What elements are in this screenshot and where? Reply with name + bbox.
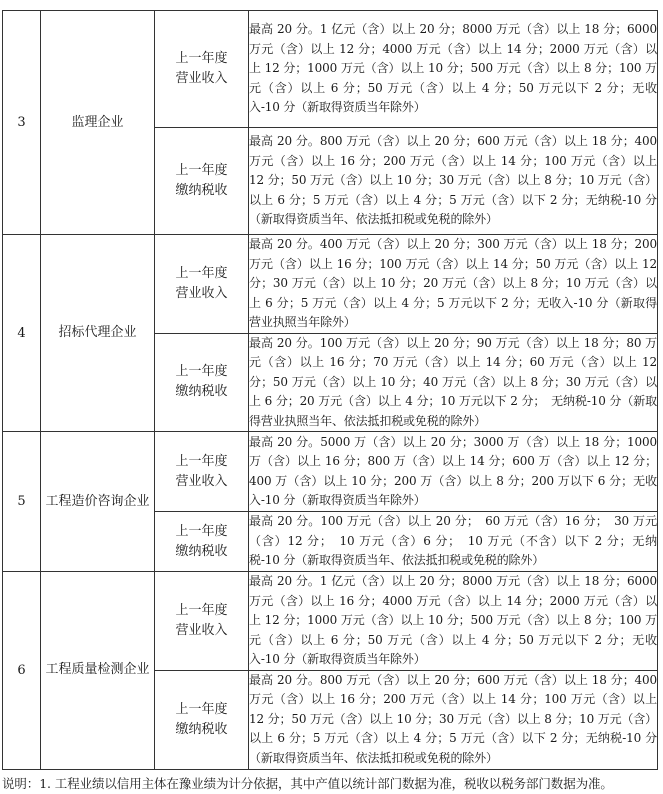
row-number: 5 <box>3 432 41 572</box>
scoring-rule: 最高 20 分。100 万元（含）以上 20 分；90 万元（含）以上 18 分；80 万元（含）以上 16 分；70 万元（含）以上 14 分；60 万元（含）以上 12 分；50 万元（含）以上 10 分；40 万元（含）以上 8 分；30 万元（含）以上 6 分；20 万元（含）以上 4 分；10 万元以下 2 分； 无纳税-10 分（新取得营业执照当年、依法抵扣税或免税的除外） <box>249 333 658 432</box>
row-number: 3 <box>3 11 41 235</box>
item-label <box>155 11 249 128</box>
item-label-line: 缴纳税收 <box>175 721 228 737</box>
item-label-line: 缴纳税收 <box>175 384 228 400</box>
scoring-rule: 最高 20 分。400 万元（含）以上 20 分；300 万元（含）以上 18 分；200 万元（含）以上 16 分；100 万元（含）以上 14 分；50 万元（含）以上 12 分；30 万元（含）以上 10 分；20 万元（含）以上 8 分；10 万元（含）以上 6 分；5 万元（含）以上 4 分；5 万元以下 2 分；无收入-10 分（新取得营业执照当年除外） <box>249 235 658 334</box>
scoring-rule: 最高 20 分。800 万元（含）以上 20 分；600 万元（含）以上 18 分；400 万元（含）以上 16 分；200 万元（含）以上 14 分；100 万元（含）以上 12 分；50 万元（含）以上 10 分；30 万元（含）以上 8 分；10 万元（含）以上 6 分；5 万元（含）以上 4 分；5 万元（含）以下 2 分；无纳税-10 分（新取得资质当年、依法抵扣税或免税的除外） <box>249 670 658 769</box>
item-label-line: 营业收入 <box>175 473 228 489</box>
item-label <box>155 432 249 512</box>
item-label-line: 上一年度 <box>175 453 228 469</box>
scoring-rule: 最高 20 分。1 亿元（含）以上 20 分；8000 万元（含）以上 18 分；6000 万元（含）以上 16 分；4000 万元（含）以上 14 分；2000 万元（含）以上 12 分；1000 万元（含）以上 10 分；500 万元（含）以上 8 分；100 万元（含）以上 6 分；50 万元（含）以上 4 分；50 万元以下 2 分；无收入-10 分（新取得资质当年除外） <box>249 572 658 671</box>
item-label-line: 缴纳税收 <box>175 183 228 198</box>
scoring-rule: 最高 20 分。1 亿元（含）以上 20 分；8000 万元（含）以上 18 分；6000 万元（含）以上 12 分；4000 万元（含）以上 14 分；2000 万元（含）以上 12 分；1000 万元（含）以上 10 分；500 万元（含）以上 8 分；100 万元（含）以上 6 分；50 万元（含）以上 4 分；50 万元以下 2 分；无收入-10 分（新取得资质当年除外） <box>249 11 658 128</box>
item-label <box>155 670 249 769</box>
footnote: 说明：1. 工程业绩以信用主体在豫业绩为计分依据，其中产值以统计部门数据为准，税收以税务部门数据为准。 <box>2 776 613 791</box>
item-label-line: 上一年度 <box>175 602 228 618</box>
item-label-line: 营业收入 <box>175 285 228 301</box>
scoring-rule: 最高 20 分。5000 万（含）以上 20 分；3000 万（含）以上 18 分；1000 万（含）以上 16 分；800 万（含）以上 14 分；600 万（含）以上 12 分；400 万（含）以上 10 分；200 万（含）以上 8 分；200 万以下 6 分；无收入-10 分（新取得资质当年除外） <box>249 432 658 512</box>
item-label-line: 营业收入 <box>175 622 228 638</box>
item-label-line: 上一年度 <box>175 163 228 178</box>
item-label <box>155 572 249 671</box>
row-number: 4 <box>3 235 41 432</box>
item-label-line: 上一年度 <box>175 364 228 380</box>
enterprise-type: 监理企业 <box>41 11 155 235</box>
item-label-line: 上一年度 <box>175 701 228 717</box>
item-label-line: 营业收入 <box>175 71 228 86</box>
table-row <box>3 11 658 128</box>
table-row <box>3 432 658 512</box>
item-label <box>155 512 249 572</box>
row-number: 6 <box>3 572 41 770</box>
enterprise-type: 工程造价咨询企业 <box>41 432 155 572</box>
table-row <box>3 572 658 671</box>
item-label-line: 上一年度 <box>175 523 228 539</box>
item-label-line: 缴纳税收 <box>175 543 228 559</box>
enterprise-type: 招标代理企业 <box>41 235 155 432</box>
item-label-line: 上一年度 <box>175 265 228 281</box>
table-row <box>3 235 658 334</box>
scoring-rule: 最高 20 分。800 万元（含）以上 20 分；600 万元（含）以上 18 分；400 万元（含）以上 16 分；200 万元（含）以上 14 分；100 万元（含）以上 12 分；50 万元（含）以上 10 分；30 万元（含）以上 8 分；10 万元（含）以上 6 分；5 万元（含）以上 4 分；5 万元（含）以下 2 分；无纳税-10 分（新取得资质当年、依法抵扣税或免税的除外） <box>249 128 658 235</box>
item-label-line: 上一年度 <box>175 51 228 66</box>
item-label <box>155 235 249 334</box>
scoring-rule: 最高 20 分。100 万元（含）以上 20 分； 60 万元（含）16 分； 30 万元（含）12 分； 10 万元（含）6 分； 10 万元（不含）以下 2 分；无纳税-10 分（新取得资质当年、依法抵扣税或免税的除外） <box>249 512 658 572</box>
scoring-table <box>2 10 658 770</box>
enterprise-type: 工程质量检测企业 <box>41 572 155 770</box>
item-label <box>155 128 249 235</box>
item-label <box>155 333 249 432</box>
